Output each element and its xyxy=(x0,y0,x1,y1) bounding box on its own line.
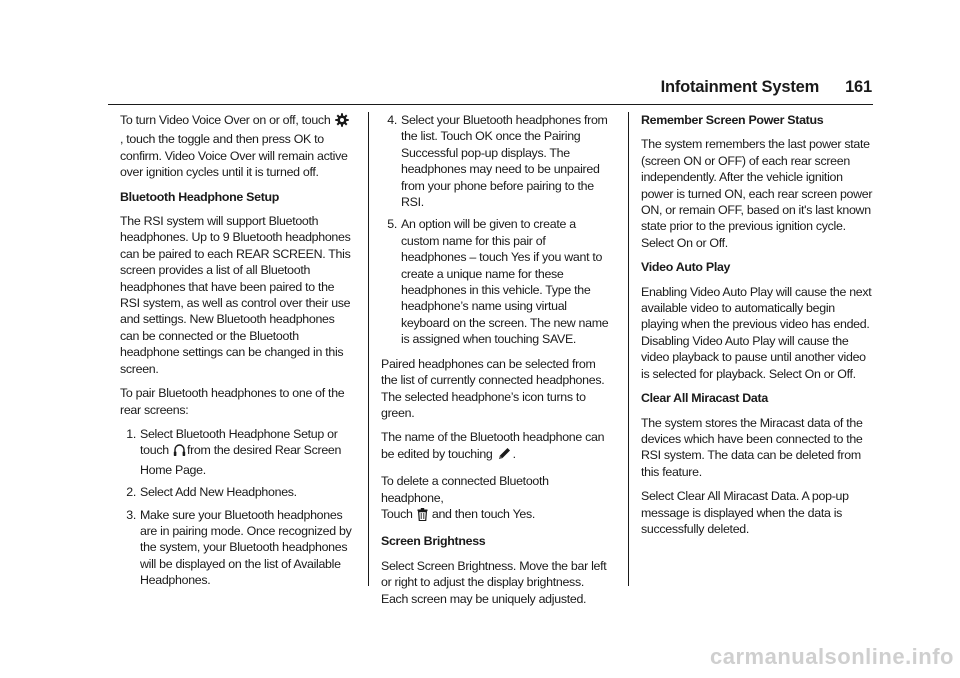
column-1 xyxy=(120,112,352,597)
list-item: 3. Make sure your Bluetooth headphones are in pairing mode. Once recognized by the system, your Bluetooth headphones will be displayed on the list of Available Headphones. xyxy=(126,507,352,588)
paragraph: Select Screen Brightness. Move the bar left or right to adjust the display brightness. Each screen may be uniquely adjusted. xyxy=(381,558,607,606)
page-number: 161 xyxy=(845,78,872,96)
column-3 xyxy=(641,112,873,545)
paragraph: Enabling Video Auto Play will cause the next available video to automatically begin playing when the previous video has ended. Disabling Video Auto Play will cause the video playback to pause until another video is selected for playback. Select On or Off. xyxy=(641,284,872,381)
paragraph: Select Clear All Miracast Data. A pop-up message is displayed when the data is successfully deleted. xyxy=(641,489,849,536)
section-heading: Video Auto Play xyxy=(641,260,731,275)
steps-list xyxy=(120,426,352,589)
pencil-icon xyxy=(497,446,512,465)
column-divider xyxy=(628,112,629,586)
paragraph: To pair Bluetooth headphones to one of the rear screens: xyxy=(120,386,345,417)
section-heading: Clear All Miracast Data xyxy=(641,391,768,406)
paragraph: To delete a connected Bluetooth headphone, Touch and then touch Yes. xyxy=(381,473,613,525)
steps-list xyxy=(381,112,613,348)
page-header xyxy=(661,78,872,97)
list-item: 4. Select your Bluetooth headphones from the list. Touch OK once the Pairing Successful pop-up displays. The headphones may need to be unpaired from your phone before pairing to the RSI. xyxy=(387,113,608,210)
list-item: 2. Select Add New Headphones. xyxy=(126,485,297,500)
settings-gear-icon xyxy=(335,113,349,131)
paragraph: The system stores the Miracast data of the devices which have been connected to the RSI system. The data can be deleted from this feature. xyxy=(641,415,863,479)
paragraph: The name of the Bluetooth headphone can be edited by touching . xyxy=(381,429,613,465)
paragraph: The system remembers the last power state (screen ON or OFF) of each rear screen independently. After the vehicle ignition power is turned ON, each rear screen power ON, or remain OFF, based on it's last known state prior to the previous ignition cycle. Select On or Off. xyxy=(641,137,873,250)
section-heading: Screen Brightness xyxy=(381,534,486,549)
column-2 xyxy=(381,112,613,615)
paragraph: Paired headphones can be selected from the list of currently connected headphones. The selected headphone’s icon turns to green. xyxy=(381,356,605,420)
section-heading: Remember Screen Power Status xyxy=(641,113,824,127)
headphones-icon xyxy=(173,443,186,461)
trash-icon xyxy=(417,508,428,525)
watermark: carmanualsonline.info xyxy=(710,644,954,669)
list-item: 5. An option will be given to create a custom name for this pair of headphones – touch Yes if you want to create a unique name for these headphones in this vehicle. Type the headphone’s name using virtual keyboard on the screen. The new name is assigned when touching SAVE. xyxy=(387,217,609,347)
paragraph: The RSI system will support Bluetooth headphones. Up to 9 Bluetooth headphones can be paired to each REAR SCREEN. This screen provides a list of all Bluetooth headphones that have been paired to the RSI system, as well as control over their use and settings. New Bluetooth headphones can be connected or the Bluetooth headphone settings can be changed in this screen. xyxy=(120,214,351,376)
section-title: Infotainment System xyxy=(660,78,820,96)
paragraph: To turn Video Voice Over on or off, touch , touch the toggle and then press OK to confirm. Video Voice Over will remain active over ignition cycles until it is turned off. xyxy=(120,113,348,180)
column-divider xyxy=(368,112,369,586)
header-rule xyxy=(108,104,873,105)
section-heading: Bluetooth Headphone Setup xyxy=(120,189,280,204)
list-item: 1. Select Bluetooth Headphone Setup or touch from the desired Rear Screen Home Page. xyxy=(126,426,342,477)
